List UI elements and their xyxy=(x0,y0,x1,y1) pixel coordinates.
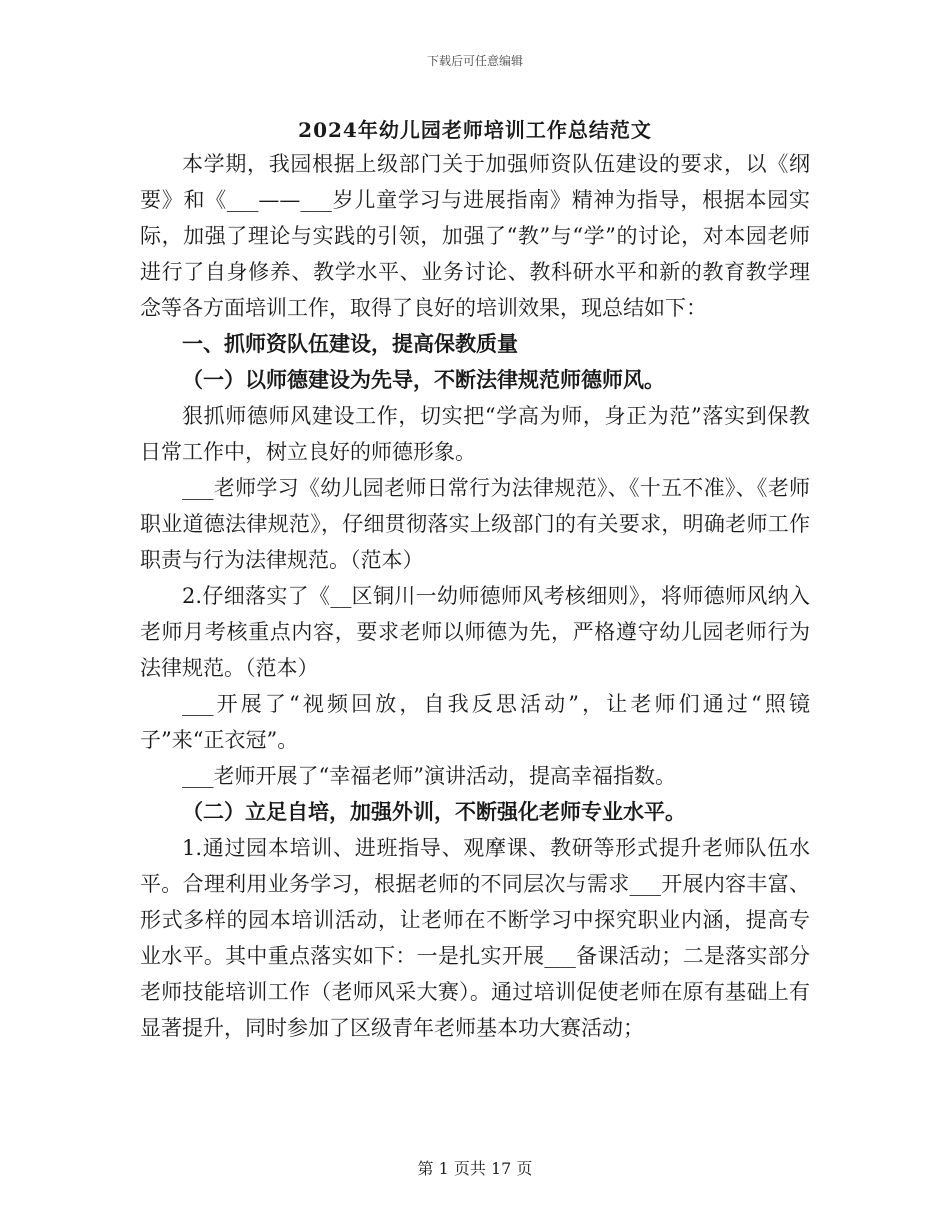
subsection-heading-2: （二）立足自培，加强外训，不断强化老师专业水平。 xyxy=(182,799,686,824)
page-footer: 第 1 页共 17 页 xyxy=(417,1159,533,1178)
page-header: 下载后可任意编辑 xyxy=(426,54,523,68)
paragraph: ___老师开展了“幸福老师”演讲活动，提高幸福指数。 xyxy=(182,764,676,788)
paragraph: 1.通过园本培训、进班指导、观摩课、教研等形式提升老师队伍水平。合理利用业务学习，根据老师的不同层次与需求___开展内容丰富、形式多样的园本培训活动，让老师在不断学习中探究职业内涵，提高专业水平。其中重点落实如下：一是扎实开展___备课活动；二是落实部分老师技能培训工作（老师风采大赛）。通过培训促使老师在原有基础上有显著提升，同时参加了区级青年老师基本功大赛活动； xyxy=(140,836,810,1040)
document-body xyxy=(140,146,810,1046)
subsection-heading-1: （一）以师德建设为先导，不断法律规范师德师风。 xyxy=(182,367,665,392)
paragraph: ___开展了“视频回放，自我反思活动”，让老师们通过“照镜子”来“正衣冠”。 xyxy=(140,692,810,752)
document-title: 2024年幼儿园老师培训工作总结范文 xyxy=(298,118,652,142)
section-heading-1: 一、抓师资队伍建设，提高保教质量 xyxy=(182,331,518,356)
paragraph: 狠抓师德师风建设工作，切实把“学高为师，身正为范”落实到保教日常工作中，树立良好的师德形象。 xyxy=(140,404,810,464)
paragraph: 2.仔细落实了《__区铜川一幼师德师风考核细则》，将师德师风纳入老师月考核重点内容，要求老师以师德为先，严格遵守幼儿园老师行为法律规范。（范本） xyxy=(140,584,810,680)
paragraph-intro: 本学期，我园根据上级部门关于加强师资队伍建设的要求，以《纲要》和《___——___岁儿童学习与进展指南》精神为指导，根据本园实际，加强了理论与实践的引领，加强了“教”与“学”的讨论，对本园老师进行了自身修养、教学水平、业务讨论、教科研水平和新的教育教学理念等各方面培训工作，取得了良好的培训效果，现总结如下： xyxy=(140,152,810,320)
paragraph: ___老师学习《幼儿园老师日常行为法律规范》、《十五不准》、《老师职业道德法律规范》，仔细贯彻落实上级部门的有关要求，明确老师工作职责与行为法律规范。（范本） xyxy=(140,476,810,572)
